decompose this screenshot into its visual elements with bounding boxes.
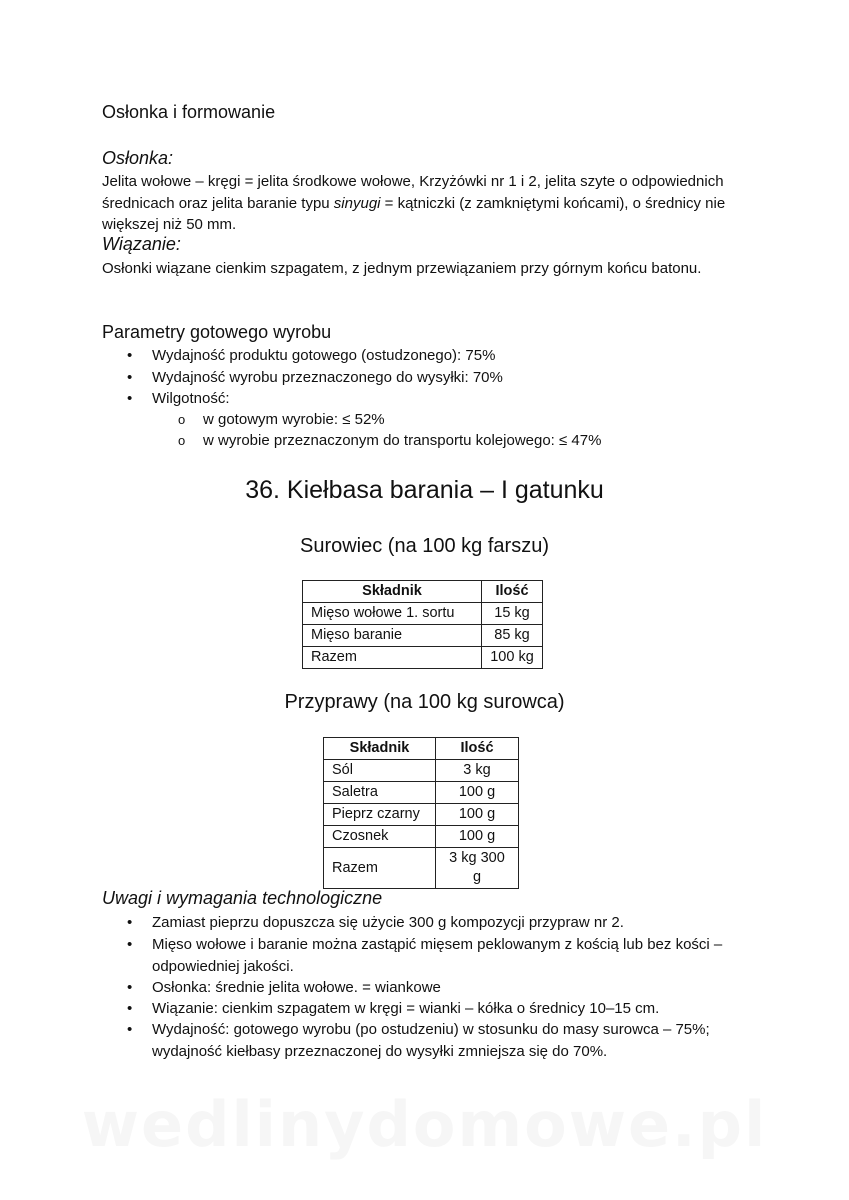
table-cell: Pieprz czarny — [324, 804, 436, 826]
bullet-icon: • — [127, 390, 133, 407]
surowiec-table — [302, 580, 543, 669]
table-cell: Razem — [303, 647, 482, 669]
table-header-cell: Ilość — [436, 738, 519, 760]
oslonka-text-part1: Jelita wołowe – kręgi = jelita środkowe wołowe, Krzyżówki nr 1 i 2, jelita szyte o odpowiednich średnicach oraz jelita baranie typu — [102, 173, 724, 212]
params-item: • Wydajność produktu gotowego (ostudzonego): 75% — [152, 345, 495, 367]
params-subitem: o w wyrobie przeznaczonym do transportu kolejowego: ≤ 47% — [203, 430, 601, 452]
table-cell: 100 kg — [482, 647, 543, 669]
oslonka-text-part2: = kątniczki (z zamkniętymi końcami), o średnicy nie większej niż 50 mm. — [102, 194, 726, 233]
table-cell: Sól — [324, 760, 436, 782]
oslonka-text — [102, 171, 742, 236]
bullet-icon: • — [127, 347, 133, 364]
table-cell: 15 kg — [482, 603, 543, 625]
uwagi-item: • Wydajność: gotowego wyrobu (po ostudzeniu) w stosunku do masy surowca – 75%; wydajność kiełbasy przeznaczonej do wysyłki zmniejsza się do 70%. — [127, 1021, 710, 1060]
bullet-icon: • — [127, 1021, 133, 1038]
table-cell: 100 g — [436, 826, 519, 848]
table-row — [324, 782, 519, 804]
circle-bullet-icon: o — [178, 433, 186, 448]
params-subitem: o w gotowym wyrobie: ≤ 52% — [203, 409, 385, 431]
recipe-title: 36. Kiełbasa barania – I gatunku — [245, 476, 604, 504]
table-cell: Razem — [324, 848, 436, 889]
table-cell: Czosnek — [324, 826, 436, 848]
bullet-icon: • — [127, 979, 133, 996]
oslonka-text-italic: sinyugi — [333, 194, 381, 212]
uwagi-item: • Mięso wołowe i baranie można zastąpić mięsem peklowanym z kością lub bez kości – odpowiedniej jakości. — [127, 936, 723, 975]
params-item: • Wydajność wyrobu przeznaczonego do wysyłki: 70% — [152, 367, 503, 389]
table-header-row — [324, 738, 519, 760]
uwagi-heading: Uwagi i wymagania technologiczne — [102, 888, 383, 908]
table-cell: 3 kg — [436, 760, 519, 782]
uwagi-item: • Wiązanie: cienkim szpagatem w kręgi = wianki – kółka o średnicy 10–15 cm. — [152, 998, 742, 1020]
table-row — [324, 760, 519, 782]
uwagi-item: • Osłonka: średnie jelita wołowe. = wiankowe — [152, 977, 742, 999]
przyprawy-title: Przyprawy (na 100 kg surowca) — [284, 691, 565, 713]
oslonka-label: Osłonka: — [102, 148, 174, 168]
wiazanie-label: Wiązanie: — [102, 234, 181, 254]
table-header-row — [303, 581, 543, 603]
table-row — [324, 826, 519, 848]
params-item: • Wilgotność: — [152, 388, 230, 410]
table-header-cell: Składnik — [324, 738, 436, 760]
table-row — [324, 804, 519, 826]
przyprawy-table — [323, 737, 519, 889]
wiazanie-text: Osłonki wiązane cienkim szpagatem, z jednym przewiązaniem przy górnym końcu batonu. — [102, 260, 702, 277]
table-cell: 85 kg — [482, 625, 543, 647]
table-row — [303, 603, 543, 625]
watermark-logo: wedlinydomowe.pl — [81, 1088, 768, 1161]
uwagi-item: • Zamiast pieprzu dopuszcza się użycie 300 g kompozycji przypraw nr 2. — [152, 912, 742, 934]
table-header-cell: Ilość — [482, 581, 543, 603]
bullet-icon: • — [127, 936, 133, 953]
table-cell: Mięso baranie — [303, 625, 482, 647]
params-heading: Parametry gotowego wyrobu — [102, 322, 332, 342]
table-header-cell: Składnik — [303, 581, 482, 603]
table-cell: 100 g — [436, 804, 519, 826]
bullet-icon: • — [127, 914, 133, 931]
section-heading-oslonka-formowanie: Osłonka i formowanie — [102, 102, 276, 122]
bullet-icon: • — [127, 369, 133, 386]
table-row — [303, 625, 543, 647]
table-row — [324, 848, 519, 889]
table-row — [303, 647, 543, 669]
table-cell: 3 kg 300 g — [436, 848, 519, 889]
surowiec-title: Surowiec (na 100 kg farszu) — [299, 535, 549, 557]
circle-bullet-icon: o — [178, 412, 186, 427]
table-cell: Saletra — [324, 782, 436, 804]
table-cell: Mięso wołowe 1. sortu — [303, 603, 482, 625]
bullet-icon: • — [127, 1000, 133, 1017]
table-cell: 100 g — [436, 782, 519, 804]
